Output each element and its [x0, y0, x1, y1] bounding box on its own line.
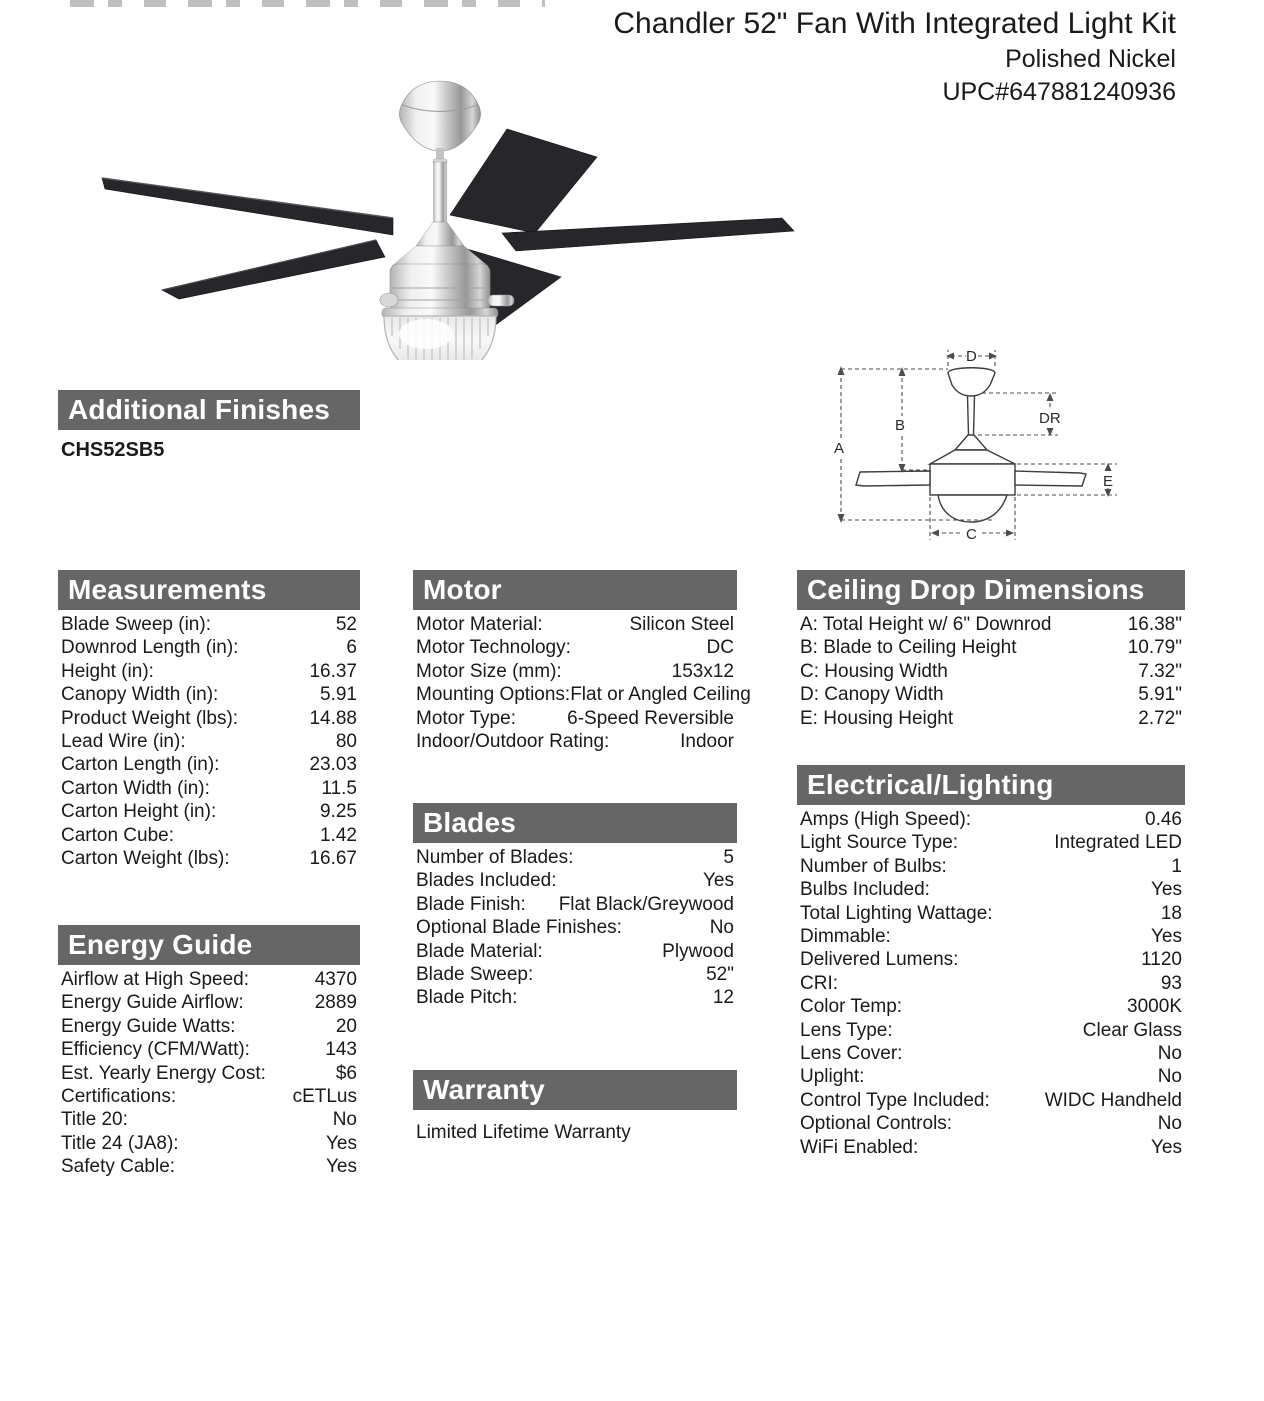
spec-value: 16.37	[309, 660, 357, 682]
spec-value: cETLus	[292, 1086, 357, 1108]
spec-value: No	[332, 1109, 357, 1131]
spec-label: Light Source Type:	[800, 832, 959, 854]
spec-label: Amps (High Speed):	[800, 809, 972, 830]
spec-value: Plywood	[662, 940, 734, 962]
cropped-header-remnant	[70, 0, 545, 7]
spec-value: 52"	[706, 964, 734, 986]
spec-label: Optional Blade Finishes:	[416, 917, 622, 939]
spec-value: 5.91"	[1138, 684, 1182, 706]
spec-value: 5.91	[320, 684, 357, 706]
page-title: Chandler 52" Fan With Integrated Light Kit	[613, 7, 1176, 40]
spec-label: B: Blade to Ceiling Height	[800, 637, 1017, 659]
spec-row	[58, 1085, 360, 1108]
spec-label: WiFi Enabled:	[800, 1136, 919, 1158]
spec-label: Delivered Lumens:	[800, 949, 959, 971]
spec-value: 18	[1160, 902, 1182, 924]
spec-value: 11.5	[321, 777, 357, 799]
spec-label: Indoor/Outdoor Rating:	[416, 731, 610, 753]
section-header: Ceiling Drop Dimensions	[797, 570, 1185, 610]
spec-label: Uplight:	[800, 1066, 865, 1088]
spec-value: 6	[346, 637, 357, 659]
diagram-label-dr: DR	[1039, 410, 1061, 427]
spec-rows	[58, 968, 360, 1179]
spec-label: Airflow at High Speed:	[61, 969, 249, 990]
spec-value: Silicon Steel	[629, 614, 734, 635]
diagram-label-a: A	[834, 440, 845, 457]
spec-label: Blade Sweep (in):	[61, 614, 211, 635]
spec-row	[797, 707, 1185, 730]
spec-row	[413, 916, 737, 939]
spec-label: Number of Blades:	[416, 847, 574, 868]
spec-row	[58, 991, 360, 1014]
diagram-label-e: E	[1103, 473, 1114, 490]
spec-label: Control Type Included:	[800, 1089, 990, 1111]
spec-label: D: Canopy Width	[800, 684, 944, 706]
spec-label: Blades Included:	[416, 870, 557, 892]
spec-row	[58, 1015, 360, 1038]
spec-row	[58, 1108, 360, 1131]
spec-row	[797, 995, 1185, 1018]
spec-value: 10.79"	[1127, 637, 1182, 659]
spec-value: 3000K	[1127, 996, 1182, 1018]
section-warranty	[413, 1070, 737, 1144]
spec-label: Motor Size (mm):	[416, 660, 562, 682]
spec-row	[58, 683, 360, 706]
spec-value: $6	[335, 1062, 357, 1084]
spec-label: Dimmable:	[800, 926, 891, 948]
spec-label: Carton Width (in):	[61, 777, 210, 799]
spec-value: 143	[325, 1039, 357, 1061]
spec-label: Downrod Length (in):	[61, 637, 239, 659]
spec-row	[413, 846, 737, 869]
spec-row	[797, 855, 1185, 878]
spec-row	[58, 1038, 360, 1061]
spec-label: Certifications:	[61, 1086, 177, 1108]
section-blades	[413, 803, 737, 1010]
section-header: Measurements	[58, 570, 360, 610]
spec-label: Lead Wire (in):	[61, 731, 186, 753]
spec-value: Flat Black/Greywood	[558, 893, 734, 915]
spec-row	[413, 963, 737, 986]
spec-row	[797, 808, 1185, 831]
fan-product-image	[60, 60, 800, 360]
diagram-label-b: B	[895, 417, 906, 434]
spec-value: 2.72"	[1138, 707, 1182, 729]
spec-row	[58, 707, 360, 730]
spec-value: No	[1157, 1043, 1182, 1065]
spec-label: Carton Weight (lbs):	[61, 848, 230, 870]
section-measurements	[58, 570, 360, 870]
spec-value: 7.32"	[1138, 660, 1182, 682]
spec-value: 12	[712, 987, 734, 1009]
spec-row	[797, 636, 1185, 659]
spec-label: Bulbs Included:	[800, 879, 930, 901]
section-motor	[413, 570, 751, 753]
spec-value: 153x12	[671, 660, 734, 682]
spec-label: Carton Height (in):	[61, 801, 217, 823]
section-header: Additional Finishes	[58, 390, 360, 430]
spec-label: Motor Type:	[416, 707, 516, 729]
spec-label: Motor Material:	[416, 614, 543, 635]
spec-row	[797, 948, 1185, 971]
section-energy-guide	[58, 925, 360, 1179]
spec-label: Mounting Options:	[416, 684, 571, 706]
spec-value: Yes	[326, 1132, 357, 1154]
spec-value: 0.46	[1145, 809, 1182, 830]
spec-value: 1120	[1141, 949, 1182, 971]
spec-label: A: Total Height w/ 6" Downrod	[800, 614, 1052, 635]
spec-row	[58, 753, 360, 776]
spec-row	[413, 707, 737, 730]
spec-row	[58, 636, 360, 659]
spec-rows	[413, 613, 751, 753]
spec-label: Carton Cube:	[61, 824, 175, 846]
spec-value: WIDC Handheld	[1044, 1089, 1182, 1111]
spec-row	[58, 730, 360, 753]
spec-value: 5	[723, 847, 734, 868]
spec-row	[58, 777, 360, 800]
spec-label: Total Lighting Wattage:	[800, 902, 993, 924]
section-header: Warranty	[413, 1070, 737, 1110]
spec-value: DC	[706, 637, 734, 659]
spec-row	[413, 683, 751, 706]
spec-row	[58, 613, 360, 636]
spec-label: Title 20:	[61, 1109, 128, 1131]
spec-value: 14.88	[309, 707, 357, 729]
spec-label: Blade Material:	[416, 940, 543, 962]
finish-name: Polished Nickel	[1005, 45, 1176, 73]
spec-value: 1	[1171, 855, 1182, 877]
spec-value: Yes	[703, 870, 734, 892]
spec-label: Color Temp:	[800, 996, 903, 1018]
spec-row	[413, 940, 737, 963]
spec-value: 20	[335, 1015, 357, 1037]
spec-row	[413, 636, 737, 659]
spec-label: C: Housing Width	[800, 660, 948, 682]
spec-label: Energy Guide Airflow:	[61, 992, 244, 1014]
spec-row	[58, 1062, 360, 1085]
spec-row	[413, 660, 737, 683]
spec-row	[797, 1042, 1185, 1065]
spec-label: Carton Length (in):	[61, 754, 220, 776]
spec-row	[413, 986, 737, 1009]
spec-label: Number of Bulbs:	[800, 855, 947, 877]
spec-row	[413, 893, 737, 916]
spec-row	[797, 1089, 1185, 1112]
spec-value: 4370	[314, 969, 357, 990]
spec-row	[797, 1136, 1185, 1159]
spec-row	[797, 902, 1185, 925]
section-header: Blades	[413, 803, 737, 843]
spec-row	[797, 1112, 1185, 1135]
warranty-text: Limited Lifetime Warranty	[416, 1122, 631, 1143]
spec-value: 2889	[314, 992, 357, 1014]
spec-row	[58, 660, 360, 683]
spec-value: Yes	[1151, 879, 1182, 901]
spec-label: Lens Cover:	[800, 1043, 903, 1065]
spec-label: Product Weight (lbs):	[61, 707, 239, 729]
spec-row	[797, 660, 1185, 683]
spec-label: Optional Controls:	[800, 1113, 953, 1135]
section-ceiling-drop	[797, 570, 1185, 730]
spec-rows	[797, 808, 1185, 1159]
spec-label: Blade Pitch:	[416, 987, 518, 1009]
spec-label: Safety Cable:	[61, 1156, 176, 1178]
spec-row	[797, 878, 1185, 901]
spec-value: 80	[335, 731, 357, 753]
spec-label: Est. Yearly Energy Cost:	[61, 1062, 266, 1084]
spec-label: Title 24 (JA8):	[61, 1132, 179, 1154]
spec-row	[58, 968, 360, 991]
spec-row	[58, 1155, 360, 1178]
spec-value: No	[1157, 1113, 1182, 1135]
spec-value: 1.42	[320, 824, 357, 846]
section-header: Motor	[413, 570, 737, 610]
spec-row	[797, 925, 1185, 948]
spec-row	[58, 824, 360, 847]
spec-value: 23.03	[309, 754, 357, 776]
section-header: Energy Guide	[58, 925, 360, 965]
spec-row	[58, 800, 360, 823]
spec-label: Blade Sweep:	[416, 964, 534, 986]
diagram-fan-outline	[856, 368, 1086, 522]
ceiling-drop-diagram	[830, 333, 1160, 563]
spec-row	[797, 613, 1185, 636]
spec-label: Canopy Width (in):	[61, 684, 219, 706]
spec-label: E: Housing Height	[800, 707, 954, 729]
section-additional-finishes	[58, 390, 360, 462]
diagram-label-d: D	[966, 348, 977, 365]
spec-value: Clear Glass	[1082, 1019, 1182, 1041]
spec-rows	[413, 846, 737, 1010]
spec-row	[413, 869, 737, 892]
spec-value: Indoor	[680, 731, 734, 753]
spec-rows	[58, 613, 360, 870]
spec-label: Lens Type:	[800, 1019, 893, 1041]
spec-rows	[797, 613, 1185, 730]
spec-value: Yes	[326, 1156, 357, 1178]
spec-value: 16.67	[309, 848, 357, 870]
spec-row	[58, 847, 360, 870]
spec-row	[413, 730, 737, 753]
spec-value: 16.38"	[1127, 614, 1182, 635]
section-electrical	[797, 765, 1185, 1159]
spec-value: 93	[1160, 972, 1182, 994]
spec-row	[797, 831, 1185, 854]
spec-value: Flat or Angled Ceiling	[570, 684, 751, 706]
spec-label: Height (in):	[61, 660, 154, 682]
spec-value: No	[709, 917, 734, 939]
spec-value: Yes	[1151, 926, 1182, 948]
spec-row	[413, 613, 737, 636]
finish-code: CHS52SB5	[61, 439, 165, 461]
spec-value: No	[1157, 1066, 1182, 1088]
spec-value: Yes	[1151, 1136, 1182, 1158]
spec-value: 9.25	[320, 801, 357, 823]
spec-row	[58, 1132, 360, 1155]
spec-row	[797, 1065, 1185, 1088]
spec-label: CRI:	[800, 972, 838, 994]
section-header: Electrical/Lighting	[797, 765, 1185, 805]
upc-code: UPC#647881240936	[942, 78, 1176, 106]
spec-value: 52	[335, 614, 357, 635]
spec-label: Blade Finish:	[416, 893, 526, 915]
diagram-label-c: C	[966, 526, 977, 543]
spec-row	[797, 972, 1185, 995]
spec-label: Efficiency (CFM/Watt):	[61, 1039, 250, 1061]
spec-row	[797, 683, 1185, 706]
spec-label: Energy Guide Watts:	[61, 1015, 236, 1037]
spec-label: Motor Technology:	[416, 637, 571, 659]
spec-value: 6-Speed Reversible	[567, 707, 734, 729]
spec-value: Integrated LED	[1054, 832, 1182, 854]
spec-row	[797, 1019, 1185, 1042]
